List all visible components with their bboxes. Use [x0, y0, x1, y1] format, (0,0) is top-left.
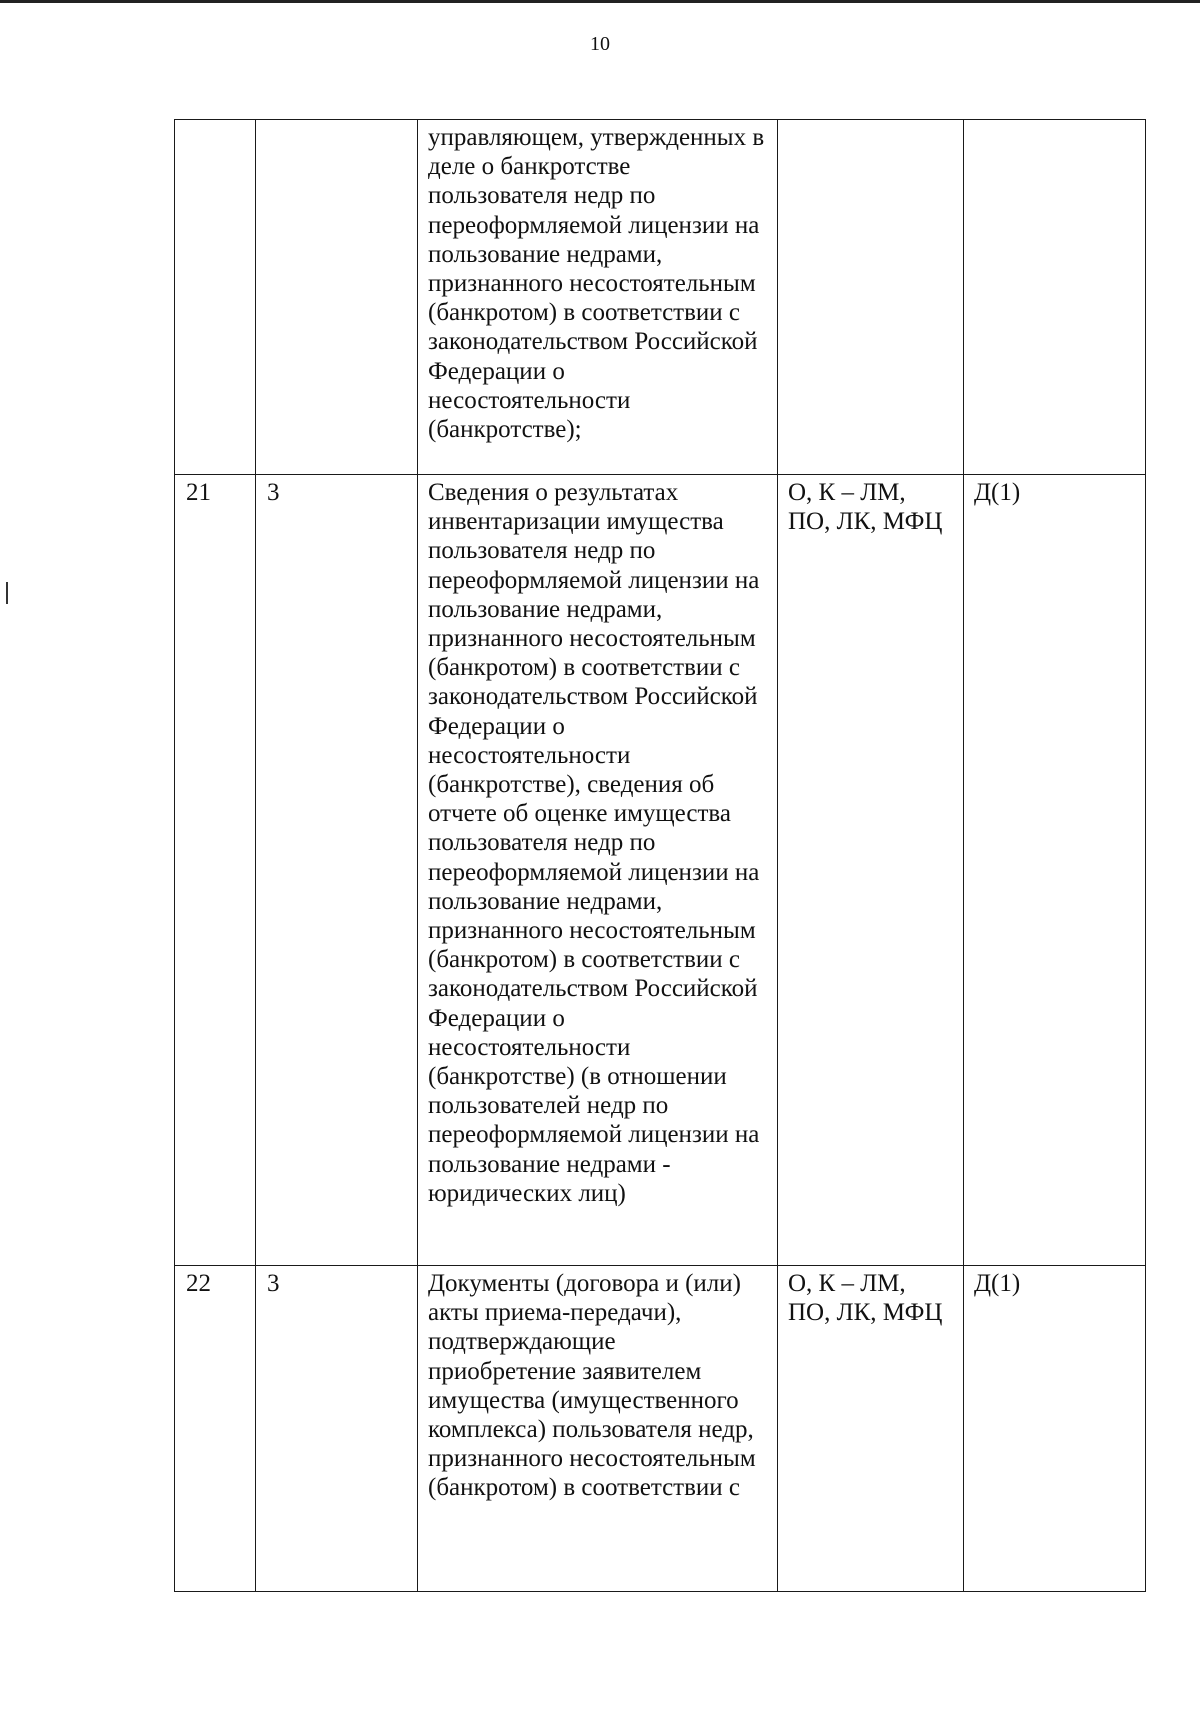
cell-number: 22	[175, 1266, 256, 1592]
cell-column-2: 3	[256, 475, 418, 1266]
table-row	[175, 1266, 1146, 1592]
cell-number	[175, 120, 256, 475]
cell-submission-method	[778, 120, 964, 475]
table-row	[175, 120, 1146, 475]
cell-number: 21	[175, 475, 256, 1266]
cell-description: управляющем, утвержденных в деле о банкротстве пользователя недр по переоформляемой лицензии на пользование недрами, признанного несостоятельным (банкротом) в соответствии с законодательством Российской Федерации о несостоятельности (банкротстве);	[418, 120, 778, 475]
cell-submission-method: О, К – ЛМ, ПО, ЛК, МФЦ	[778, 475, 964, 1266]
top-scan-border	[0, 0, 1200, 3]
cell-document-format: Д(1)	[964, 1266, 1146, 1592]
page-number: 10	[590, 33, 610, 55]
cell-document-format: Д(1)	[964, 475, 1146, 1266]
cell-document-format	[964, 120, 1146, 475]
cell-column-2: 3	[256, 1266, 418, 1592]
margin-scan-mark	[6, 582, 8, 604]
requirements-table	[174, 119, 1146, 1592]
cell-description: Документы (договора и (или) акты приема-передачи), подтверждающие приобретение заявителем имущества (имущественного комплекса) пользователя недр, признанного несостоятельным (банкротом) в соответствии с	[418, 1266, 778, 1592]
cell-submission-method: О, К – ЛМ, ПО, ЛК, МФЦ	[778, 1266, 964, 1592]
cell-description: Сведения о результатах инвентаризации имущества пользователя недр по переоформляемой лицензии на пользование недрами, признанного несостоятельным (банкротом) в соответствии с законодательством Российской Федерации о несостоятельности (банкротстве), сведения об отчете об оценке имущества пользователя недр по переоформляемой лицензии на пользование недрами, признанного несостоятельным (банкротом) в соответствии с законодательством Российской Федерации о несостоятельности (банкротстве) (в отношении пользователей недр по переоформляемой лицензии на пользование недрами - юридических лиц)	[418, 475, 778, 1266]
table-row	[175, 475, 1146, 1266]
cell-column-2	[256, 120, 418, 475]
